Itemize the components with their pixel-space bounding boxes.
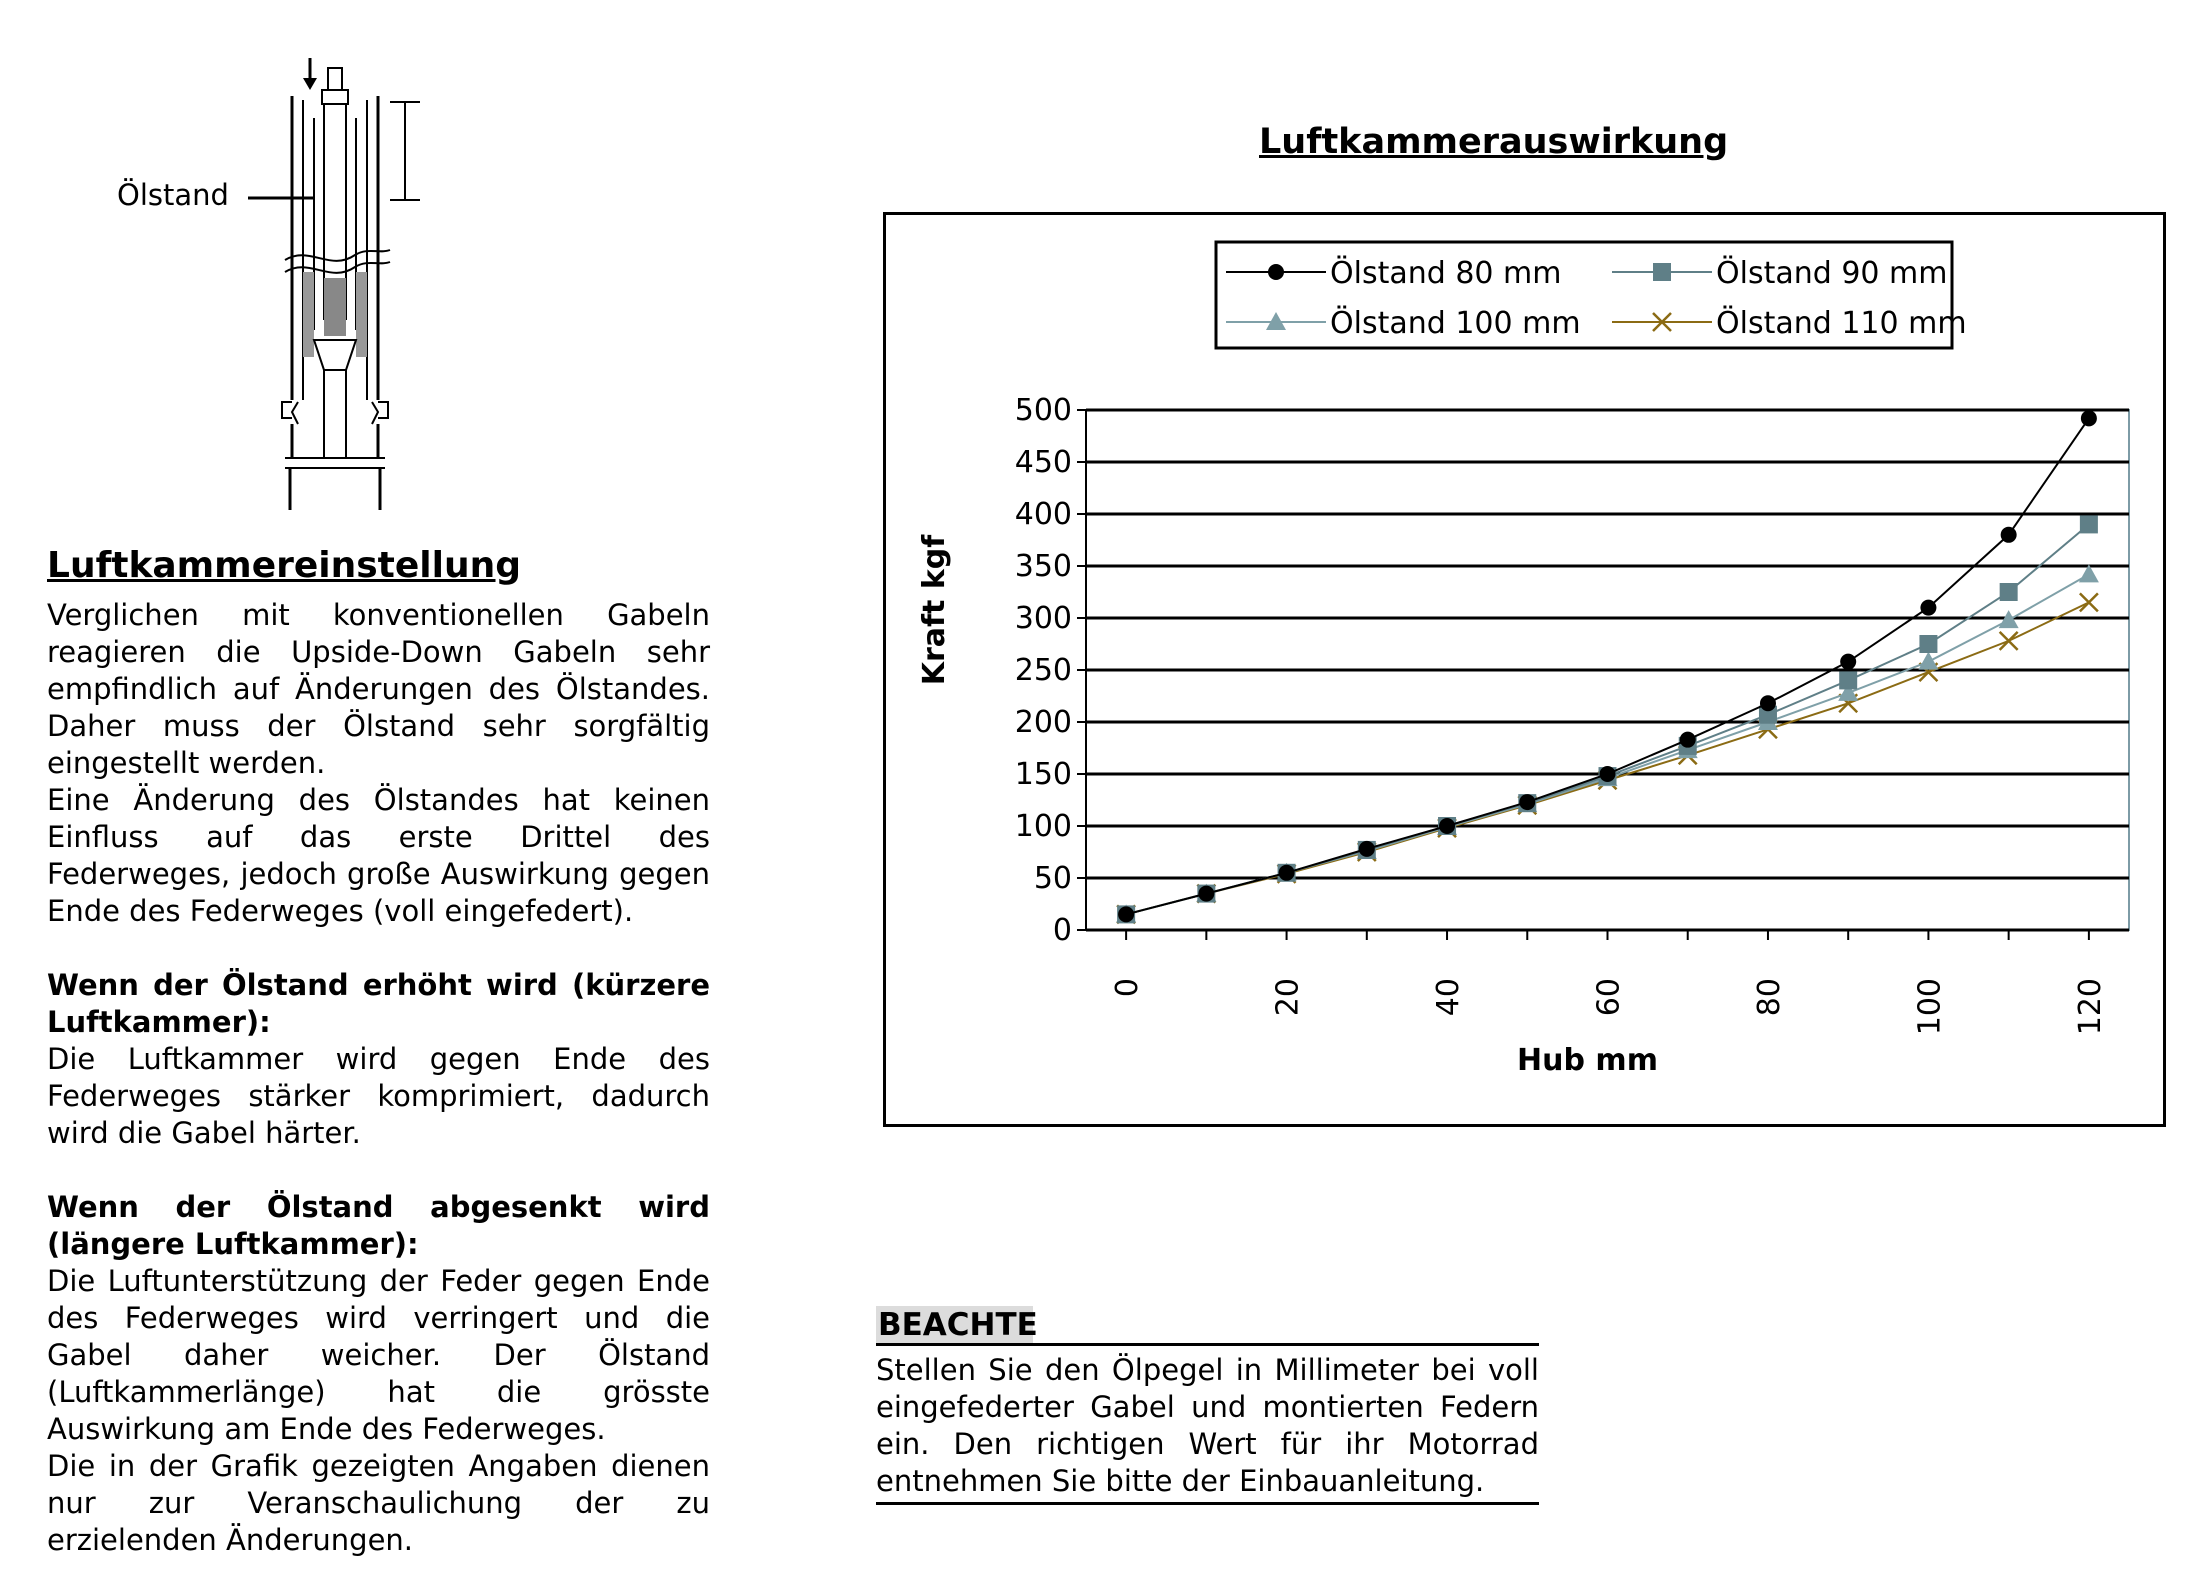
y-tick-label: 0 [1052,913,1072,948]
y-tick-label: 250 [1014,653,1072,688]
x-tick-label: 40 [1431,978,1467,1017]
data-point [1920,600,1936,616]
data-point [1840,654,1856,670]
y-tick-label: 400 [1014,497,1072,532]
legend-marker [1653,263,1671,281]
paragraph: Die in der Grafik gezeigten Angaben dienen nur zur Veranschaulichung der zu erzielenden Änderungen. [47,1449,710,1557]
fork-diagram [100,40,460,520]
x-tick-label: 60 [1591,978,1627,1017]
chart-title: Luftkammerauswirkung [1259,122,1729,162]
y-tick-label: 200 [1014,705,1072,740]
data-point [1279,865,1295,881]
y-tick-label: 50 [1033,861,1072,896]
x-tick-label: 80 [1751,978,1787,1017]
data-point [1118,906,1134,922]
data-point [1680,732,1696,748]
subheading: Wenn der Ölstand abgesenkt wird (längere Luftkammer): [47,1190,710,1261]
data-point [1359,841,1375,857]
data-point [1198,886,1214,902]
note-text: Stellen Sie den Ölpegel in Millimeter bei voll eingefederter Gabel und montierten Federn ein. Den richtigen Wert für ihr Motorrad entnehmen Sie bitte der Einbauanleitung. [876,1353,1539,1498]
y-tick-label: 150 [1014,757,1072,792]
chart [883,212,2166,1127]
note-divider [876,1343,1539,1346]
x-tick-label: 120 [2072,978,2108,1036]
y-tick-label: 100 [1014,809,1072,844]
data-point [1600,766,1616,782]
legend-label: Ölstand 80 mm [1330,256,1562,291]
legend-marker [1268,264,1284,280]
data-point [2081,410,2097,426]
paragraph: Verglichen mit konventionellen Gabeln reagieren die Upside-Down Gabeln sehr empfindlich auf Änderungen des Ölstandes. Daher muss der Ölstand sehr sorgfältig eingestellt werden. [47,598,710,780]
data-point [1760,695,1776,711]
data-point [1919,635,1937,653]
body-text [47,597,710,1559]
chart-svg [886,215,2163,1124]
paragraph: Eine Änderung des Ölstandes hat keinen Einfluss auf das erste Drittel des Federweges, jedoch große Auswirkung gegen Ende des Federweges (voll eingefedert). [47,783,710,928]
paragraph: Die Luftunterstützung der Feder gegen Ende des Federweges wird verringert und die Gabel daher weicher. Der Ölstand (Luftkammerlänge) hat die grösste Auswirkung am Ende des Federweges. [47,1264,710,1446]
y-tick-label: 450 [1014,445,1072,480]
data-point [1519,794,1535,810]
x-tick-label: 20 [1270,978,1306,1017]
oil-level-label: Ölstand [117,178,229,212]
y-axis-label: Kraft kgf [917,534,952,686]
legend-label: Ölstand 110 mm [1716,306,1967,341]
note-divider [876,1502,1539,1505]
note-heading: BEACHTE [878,1307,1038,1343]
legend-label: Ölstand 90 mm [1716,256,1948,291]
data-point [2001,527,2017,543]
section-title: Luftkammereinstellung [47,545,522,586]
x-tick-label: 0 [1110,978,1146,998]
data-point [2080,515,2098,533]
paragraph: Die Luftkammer wird gegen Ende des Federweges stärker komprimiert, dadurch wird die Gabel härter. [47,1042,710,1150]
y-tick-label: 300 [1014,601,1072,636]
data-point [1839,671,1857,689]
legend-label: Ölstand 100 mm [1330,306,1581,341]
subheading: Wenn der Ölstand erhöht wird (kürzere Luftkammer): [47,968,710,1039]
x-tick-label: 100 [1912,978,1948,1036]
y-tick-label: 500 [1014,393,1072,428]
y-tick-label: 350 [1014,549,1072,584]
x-axis-label: Hub mm [1517,1043,1658,1078]
data-point [1439,818,1455,834]
data-point [2000,583,2018,601]
